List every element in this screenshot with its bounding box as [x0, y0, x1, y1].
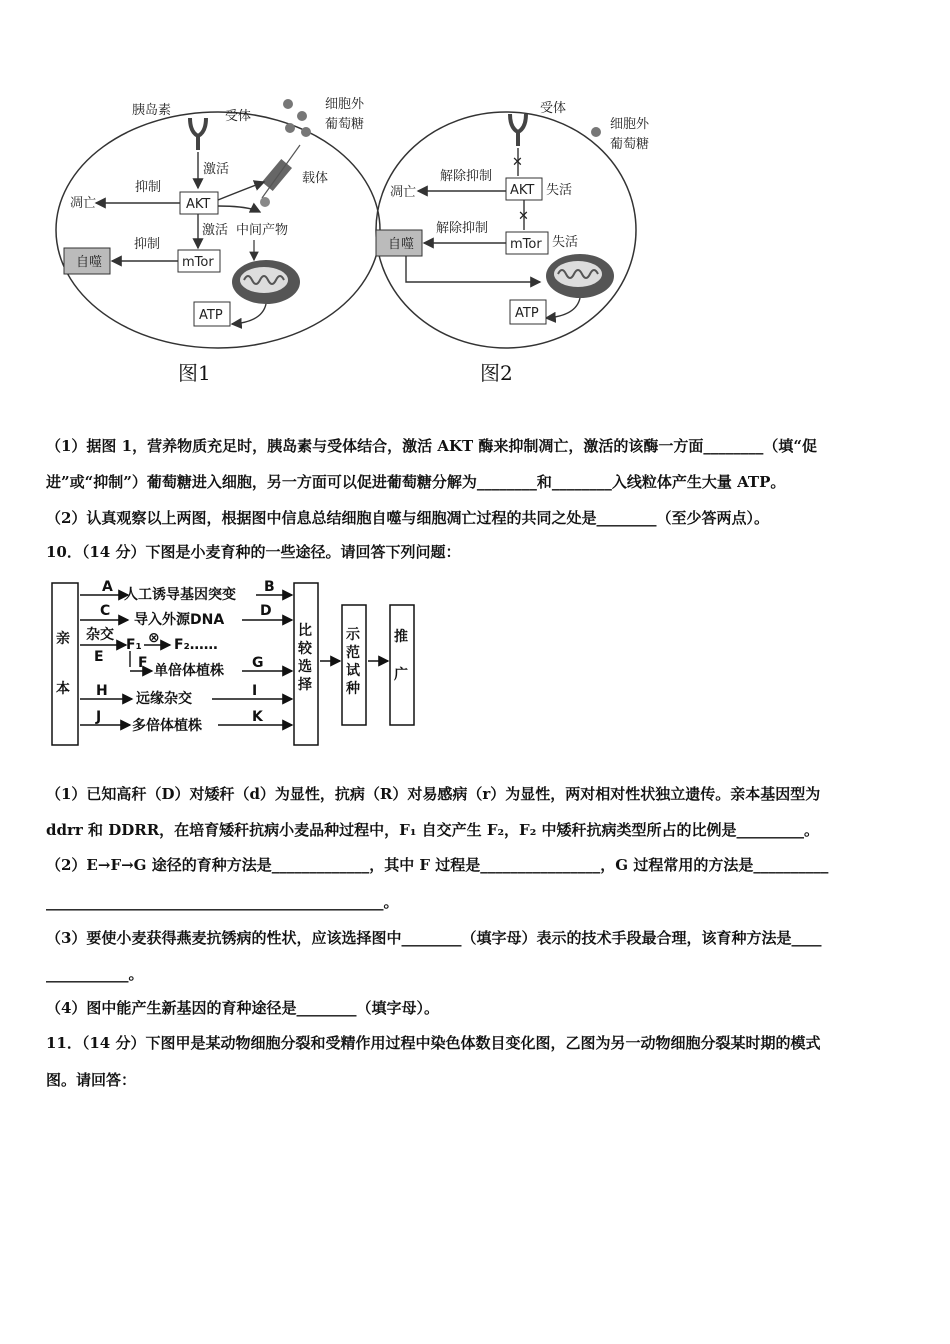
figure2-glucose-icon: [591, 127, 601, 137]
promote-box: [390, 605, 414, 725]
q10-p1-line2: ddrr 和 DDRR，在培育矮秆抗病小麦品种过程中，F₁ 自交产生 F₂，F₂ 中矮秆抗病类型所占的比例是_________。: [46, 821, 820, 839]
figure2-block-mark-1: ✕: [512, 155, 523, 170]
route-h-label: H: [96, 683, 108, 699]
figure1-apoptosis-label: 凋亡: [70, 196, 97, 211]
route-f-label: F: [138, 655, 148, 671]
route-e-label: E: [94, 649, 104, 665]
figure1-receptor-label: 受体: [225, 109, 252, 124]
figure2-receptor-label: 受体: [540, 101, 567, 116]
demo-char-4: 种: [346, 681, 360, 697]
route-h-text: 远缘杂交: [136, 691, 192, 707]
route-a-label: A: [102, 579, 113, 595]
q10-p2-line2: _____________________________________________。: [46, 893, 399, 911]
figure1-intermediate-label: 中间产物: [236, 223, 289, 238]
route-b-label: B: [264, 579, 275, 595]
figure2-autophagy-box: 自噬: [388, 237, 415, 252]
q9-line2: 进”或“抑制”）葡萄糖进入细胞，另一方面可以促进葡萄糖分解为________和________入线粒体产生大量 ATP。: [46, 473, 786, 491]
route-k-label: K: [252, 709, 263, 725]
q9-line1: （1）据图 1，营养物质充足时，胰岛素与受体结合，激活 AKT 酶来抑制凋亡，激活的该酶一方面________（填“促: [46, 437, 818, 455]
route-a-text: 人工诱导基因突变: [124, 587, 236, 603]
figure1-akt-box: AKT: [186, 197, 211, 212]
demo-char-1: 示: [346, 627, 360, 643]
route-j-text: 多倍体植株: [132, 718, 202, 734]
route-d-label: D: [260, 603, 272, 619]
figure1-autophagy-box: 自噬: [76, 255, 103, 270]
figure2-inactive-label-1: 失活: [546, 183, 573, 198]
route-g-label: G: [252, 655, 264, 671]
q10-p4: （4）图中能产生新基因的育种途径是________（填字母）。: [46, 999, 439, 1017]
figure1-activate-label-1: 激活: [203, 162, 230, 177]
parent-char-1: 亲: [56, 631, 70, 647]
q10-p3-line1: （3）要使小麦获得燕麦抗锈病的性状，应该选择图中________（填字母）表示的技术手段最合理，该育种方法是____: [46, 929, 822, 947]
compare-char-3: 选: [298, 659, 312, 675]
figure2-atp-box: ATP: [515, 306, 539, 321]
route-j-label: J: [96, 709, 102, 725]
figure2-mtor-box: mTor: [510, 237, 542, 252]
figure1-glucose-label-2: 葡萄糖: [325, 117, 365, 132]
figure2-glucose-label-2: 葡萄糖: [610, 137, 650, 152]
figure2-mitochondrion-icon: [546, 254, 614, 298]
figure2-receptor-icon: [510, 114, 526, 132]
parent-box: [52, 583, 78, 745]
figure2-akt-box: AKT: [510, 183, 535, 198]
figure2-caption: 图2: [480, 361, 513, 385]
q9-line3: （2）认真观察以上两图，根据图中信息总结细胞自噬与细胞凋亡过程的共同之处是________（至少答两点）。: [46, 509, 769, 527]
q10-p3-line2: ___________。: [46, 965, 144, 983]
figure1-activate-label-2: 激活: [202, 223, 229, 238]
q10-p1-line1: （1）已知高秆（D）对矮秆（d）为显性，抗病（R）对易感病（r）为显性，两对相对性状独立遗传。亲本基因型为: [46, 785, 821, 803]
figure1-mitochondrion-icon: [232, 260, 300, 304]
promote-char-2: 广: [394, 667, 408, 683]
selfing-icon: ⊗: [148, 630, 160, 646]
demo-char-3: 试: [346, 663, 360, 679]
figure2-apoptosis-label: 凋亡: [390, 185, 417, 200]
figure1-atp-box: ATP: [199, 308, 223, 323]
figure2-block-mark-2: ✕: [518, 209, 529, 224]
promote-char-1: 推: [394, 629, 408, 645]
figure1-receptor-icon: [190, 118, 206, 136]
q11-head: 11．（14 分）下图甲是某动物细胞分裂和受精作用过程中染色体数目变化图，乙图为另一动物细胞分裂某时期的模式: [46, 1034, 821, 1052]
figure1-carrier-label: 载体: [302, 171, 329, 186]
figure2-release-label-2: 解除抑制: [436, 221, 489, 236]
f2-text: F₂……: [174, 637, 218, 653]
figure2-release-label-1: 解除抑制: [440, 169, 493, 184]
figure1-inhibit-label-1: 抑制: [135, 180, 162, 195]
route-f-text: 单倍体植株: [154, 663, 224, 679]
figure1-glucose-icon: [283, 99, 311, 137]
compare-char-2: 较: [298, 641, 312, 657]
figure2-inactive-label-2: 失活: [552, 235, 579, 250]
compare-char-4: 择: [298, 677, 312, 693]
parent-char-2: 本: [56, 681, 70, 697]
cell-figures: [40, 90, 660, 400]
compare-char-1: 比: [298, 623, 312, 639]
figure1-insulin-label: 胰岛素: [132, 103, 172, 118]
route-c-text: 导入外源DNA: [134, 612, 225, 628]
figure1-mtor-box: mTor: [182, 255, 214, 270]
route-c-label: C: [100, 603, 111, 619]
route-cross-label: 杂交: [86, 627, 114, 643]
figure1-caption: 图1: [178, 361, 211, 385]
q11-line2: 图。请回答：: [46, 1071, 137, 1089]
figure1-glucose-label-1: 细胞外: [325, 97, 365, 112]
route-i-label: I: [252, 683, 258, 699]
q10-head: 10．（14 分）下图是小麦育种的一些途径。请回答下列问题：: [46, 543, 461, 561]
f1-label: F₁: [126, 637, 142, 653]
breeding-flow-diagram: [46, 575, 426, 755]
demo-char-2: 范: [346, 645, 360, 661]
q10-p2-line1: （2）E→F→G 途径的育种方法是_____________，其中 F 过程是________________，G 过程常用的方法是__________: [46, 856, 829, 874]
figure1-inhibit-label-2: 抑制: [134, 237, 161, 252]
figure1-carrier-icon: [262, 159, 292, 191]
figure2-glucose-label-1: 细胞外: [610, 117, 650, 132]
